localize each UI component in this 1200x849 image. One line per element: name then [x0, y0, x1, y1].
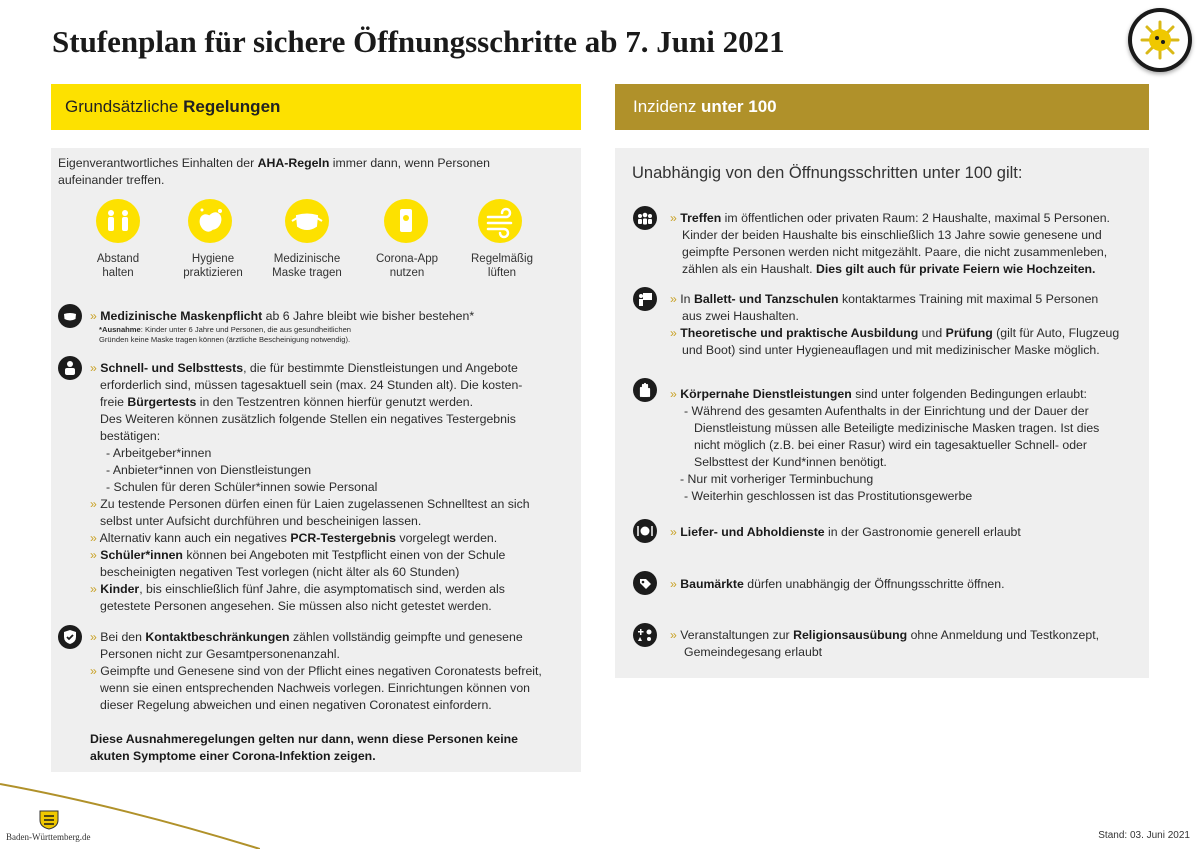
aha-label-mask: Medizinische Maske tragen — [272, 253, 342, 279]
mask-icon — [285, 199, 329, 243]
aha-label-app: Corona-App nutzen — [375, 253, 438, 279]
people-group-icon — [633, 206, 657, 230]
page-title: Stufenplan für sichere Öffnungsschritte ab 7. Juni 2021 — [52, 24, 785, 59]
contact-section-text: » Bei den Kontaktbeschränkungen zählen vollständig geimpfte und genesene Personen nicht zur Gesamtpersonenanzahl. » Geimpfte und Genesene sind von der Pflicht eines negativen Coronatests befreit, wenn sie einen entsprechenden Nachweis vorlegen. Einrichtungen können von dieser Regelung abweichen und einen negativen Coronatest einfordern. — [90, 630, 542, 712]
aha-label-distance: Abstand halten — [96, 253, 140, 279]
mask-rule-note: *Ausnahme: Kinder unter 6 Jahre und Personen, die aus gesundheitlichen Gründen keine Maske tragen können (ärztliche Bescheinigung notwendig). — [99, 325, 352, 344]
exception-note: Diese Ausnahmeregelungen gelten nur dann, wenn diese Personen keine akuten Symptome einer Corona-Infektion zeigen. — [90, 732, 518, 763]
hardware-store-text: » Baumärkte dürfen unabhängig der Öffnungsschritte öffnen. — [670, 577, 1005, 591]
status-date: Stand: 03. Juni 2021 — [1098, 830, 1190, 841]
test-icon — [58, 356, 82, 380]
teacher-board-icon — [633, 287, 657, 311]
incidence-header: Inzidenz unter 100 — [615, 84, 1149, 130]
price-tag-icon — [633, 571, 657, 595]
delivery-text: » Liefer- und Abholdienste in der Gastronomie generell erlaubt — [670, 525, 1021, 539]
hand-icon — [633, 378, 657, 402]
mask-rule-icon — [58, 304, 82, 328]
test-section-text: » Schnell- und Selbsttests, die für bestimmte Dienstleistungen und Angebote erforderlich sind, müssen tagesaktuell sein (max. 24 Stunden alt). Die kosten- freie Bürgertests in den Testzentren können hierfür genutzt werden. Des Weiteren können zusätzlich folgende Stellen ein negatives Testergebnis bestätigen: - Arbeitgeber*innen - Anbieter*innen von Dienstleistungen - Schulen für deren Schüler*innen sowie Personal » Zu testende Personen dürfen einen für Laien zugelassenen Schnelltest an sich selbst unter Aufsicht durchführen und bescheinigen lassen. » Alternativ kann auch ein negatives PCR-Testergebnis vorgelegt werden. » Schüler*innen können bei Angeboten mit Testpflicht einen von der Schule bescheinigten negativen Test vorlegen (nicht älter als 60 Stunden) » Kinder, bis einschließlich fünf Jahre, die asymptomatisch sind, werden als getestete Personen angesehen. Sie müssen also nicht getestet werden. — [90, 361, 530, 613]
aha-intro: Eigenverantwortliches Einhalten der AHA-Regeln immer dann, wenn Personen aufeinander treffen. — [58, 156, 490, 187]
hygiene-icon — [188, 199, 232, 243]
state-website: Baden-Württemberg.de — [6, 832, 91, 842]
religion-text: » Veranstaltungen zur Religionsausübung ohne Anmeldung und Testkonzept, Gemeindegesang erlaubt — [670, 628, 1100, 659]
plate-cutlery-icon — [633, 519, 657, 543]
aha-label-ventilation: Regelmäßig lüften — [471, 253, 533, 279]
dance-school-text: » In Ballett- und Tanzschulen kontaktarmes Training mit maximal 5 Personen aus zwei Haushalten. » Theoretische und praktische Ausbildung und Prüfung (gilt für Auto, Flugzeug und Boot) sind unter Hygieneauflagen und mit medizinischer Maske möglich. — [670, 292, 1120, 357]
religion-symbols-icon — [633, 623, 657, 647]
regulations-header: Grundsätzliche Regelungen — [51, 84, 581, 130]
incidence-intro: Unabhängig von den Öffnungsschritten unter 100 gilt: — [632, 164, 1023, 182]
distance-icon — [96, 199, 140, 243]
corona-app-icon — [384, 199, 428, 243]
shield-check-icon — [58, 625, 82, 649]
state-coat-of-arms-icon — [36, 808, 62, 830]
virus-icon — [1128, 8, 1192, 72]
body-services-text: » Körpernahe Dienstleistungen sind unter folgenden Bedingungen erlaubt: - Während des gesamten Aufenthalts in der Einrichtung und der Dauer der Dienstleistung müssen alle Beteiligte medizinische Masken tragen. Ist dies nicht möglich (z.B. bei einer Rasur) wird ein tagesaktueller Schnell- oder Selbsttest der Kund*innen benötigt. - Nur mit vorheriger Terminbuchung - Weiterhin geschlossen ist das Prostitutionsgewerbe — [670, 387, 1100, 503]
meeting-rule-text: » Treffen im öffentlichen oder privaten Raum: 2 Haushalte, maximal 5 Personen. Kinder der beiden Haushalte bis einschließlich 13 Jahre sowie genesene und geimpfte Personen werden nicht mitgezählt. Paare, die nicht zusammenleben, zählen als ein Haushalt. Dies gilt auch für private Feiern wie Hochzeiten. — [670, 211, 1110, 276]
ventilation-icon — [478, 199, 522, 243]
aha-label-hygiene: Hygiene praktizieren — [183, 253, 243, 279]
mask-rule-text: » Medizinische Maskenpflicht ab 6 Jahre bleibt wie bisher bestehen* — [90, 309, 475, 323]
